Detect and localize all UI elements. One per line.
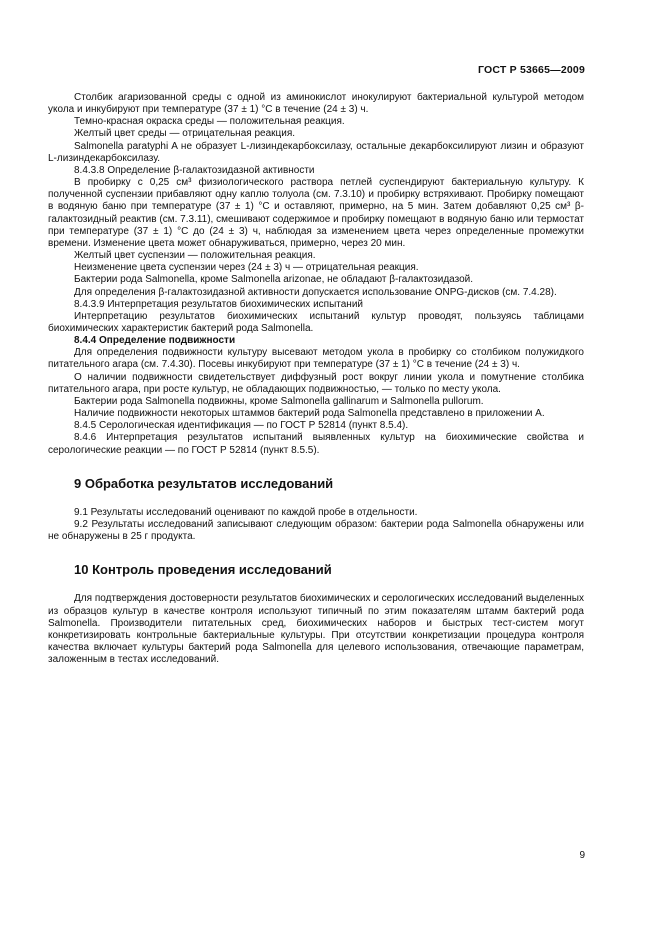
paragraph: Для определения подвижности культуру высевают методом укола в пробирку со столбиком полужидкого питательного агара (см. 7.4.30). Посевы инкубируют при температуре (37 ± 1) °С в течение (24 ± 3) ч. <box>48 347 584 371</box>
paragraph: Salmonella paratyphi A не образует L-лизиндекарбоксилазу, остальные декарбоксилируют лизин и образуют L-лизиндекарбоксилазу. <box>48 140 584 164</box>
paragraph: Желтый цвет суспензии — положительная реакция. <box>74 250 316 262</box>
section-10-title: 10 Контроль проведения исследований <box>74 562 332 578</box>
page-number: 9 <box>579 850 585 861</box>
clause-heading: 8.4.3.8 Определение β-галактозидазной активности <box>74 164 315 176</box>
paragraph: 8.4.5 Серологическая идентификация — по ГОСТ Р 52814 (пункт 8.5.4). <box>74 420 409 432</box>
clause-heading: 8.4.3.9 Интерпретация результатов биохимических испытаний <box>74 298 363 310</box>
paragraph: Темно-красная окраска среды — положительная реакция. <box>74 116 345 128</box>
paragraph: О наличии подвижности свидетельствует диффузный рост вокруг линии укола и помутнение столбика питательного агара, при росте культур, не обладающих подвижностью, — только по месту укола. <box>48 371 584 395</box>
clause-heading-bold: 8.4.4 Определение подвижности <box>74 335 236 347</box>
paragraph: Желтый цвет среды — отрицательная реакция. <box>74 128 296 140</box>
paragraph: Интерпретацию результатов биохимических испытаний культур проводят, пользуясь таблицами биохимических характеристик бактерий рода Salmonella. <box>48 310 584 334</box>
paragraph: В пробирку с 0,25 см³ физиологического раствора петлей суспендируют бактериальную культуру. К полученной суспензии прибавляют одну каплю толуола (см. 7.3.10) и пробирку встряхивают. Пробирку помещают в водяную баню при температуре (37 ± 1) °С и оставляют, примерно, на 5 мин. Затем добавляют 0,25 см³ β-галактозидный реактив (см. 7.3.11), смешивают содержимое и пробирку помещают в водяную баню или термостат при температуре (37 ± 1) °С до (24 ± 3) ч, наблюдая за изменением цвета через определенные промежутки времени. Изменение цвета может обнаруживаться, примерно, через 20 мин. <box>48 177 584 249</box>
paragraph: Бактерии рода Salmonella подвижны, кроме Salmonella gallinarum и Salmonella pullorum. <box>74 395 484 407</box>
paragraph: Столбик агаризованной среды с одной из аминокислот инокулируют бактериальной культурой методом укола и инкубируют при температуре (37 ± 1) °С в течение (24 ± 3) ч. <box>48 92 584 116</box>
section-9-title: 9 Обработка результатов исследований <box>74 475 334 491</box>
paragraph: Бактерии рода Salmonella, кроме Salmonella arizonae, не обладают β-галактозидазой. <box>74 274 473 286</box>
paragraph: Неизменение цвета суспензии через (24 ± 3) ч — отрицательная реакция. <box>74 262 419 274</box>
document-header: ГОСТ Р 53665—2009 <box>477 64 585 76</box>
paragraph: Для подтверждения достоверности результатов биохимических и серологических исследований выделенных из образцов культур в качестве контроля используют типичный по этим показателям штамм бактерий рода Salmonella. Производители питательных сред, биохимических наборов и быстрых тест-систем могут конкретизировать контрольные бактериальные культуры. При отсутствии конкретизации процедура контроля качества включает культуры бактерий рода Salmonella для целевого использования, отвечающие параметрам, заложенным в тестах исследований. <box>48 593 584 666</box>
paragraph: Наличие подвижности некоторых штаммов бактерий рода Salmonella представлено в приложении А. <box>74 408 545 420</box>
paragraph: 8.4.6 Интерпретация результатов испытаний выявленных культур на биохимические свойства и серологические реакции — по ГОСТ Р 52814 (пункт 8.5.5). <box>48 432 584 456</box>
paragraph: 9.1 Результаты исследований оценивают по каждой пробе в отдельности. <box>74 506 418 518</box>
paragraph: Для определения β-галактозидазной активности допускается использование ONPG-дисков (см. 7.4.28). <box>74 286 557 298</box>
document-body <box>48 92 584 666</box>
paragraph: 9.2 Результаты исследований записывают следующим образом: бактерии рода Salmonella обнаружены или не обнаружены в 25 г продукта. <box>48 519 584 543</box>
